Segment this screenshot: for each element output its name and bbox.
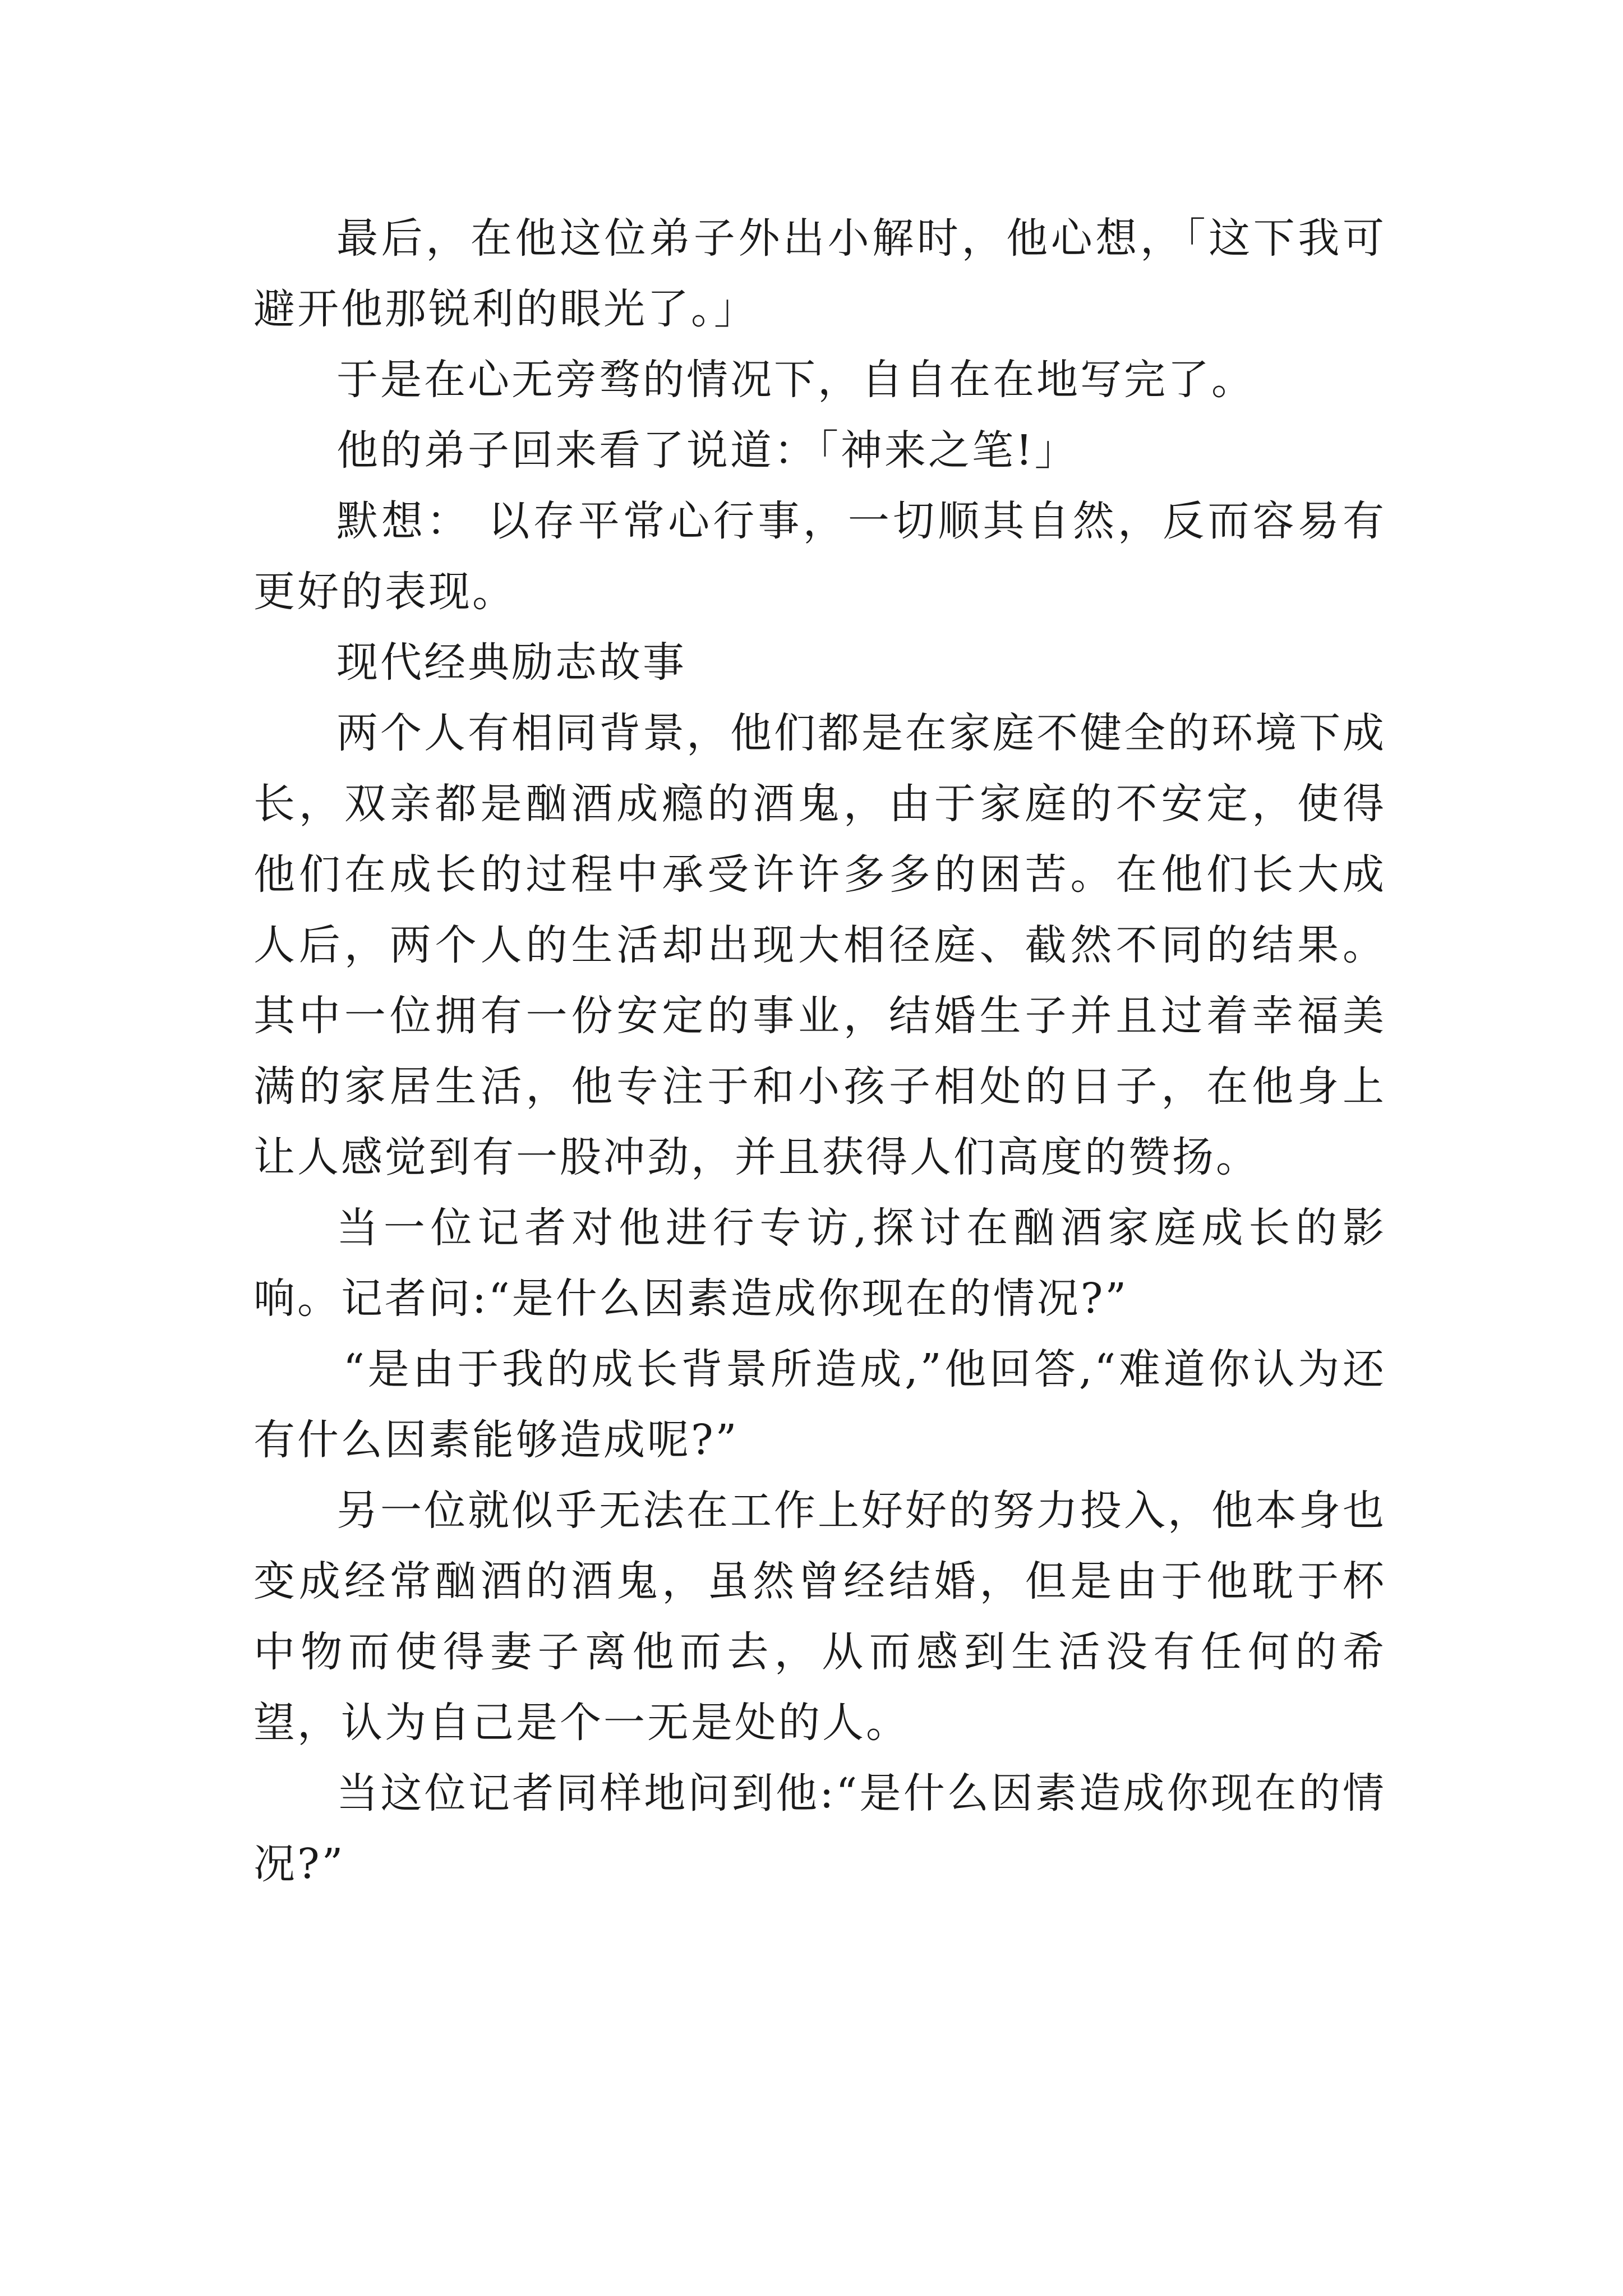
- paragraph: 默想： 以存平常心行事，一切顺其自然，反而容易有更好的表现。: [253, 497, 1386, 616]
- paragraph: 当这位记者同样地问到他:“是什么因素造成你现在的情况?”: [253, 1769, 1386, 1888]
- section-heading: 现代经典励志故事: [336, 638, 686, 687]
- paragraph: 另一位就似乎无法在工作上好好的努力投入，他本身也变成经常酗酒的酒鬼，虽然曾经结婚，但是由于他耽于杯中物而使得妻子离他而去，从而感到生活没有任何的希望，认为自己是个一无是处的人。: [253, 1487, 1386, 1747]
- paragraph: 于是在心无旁骛的情况下，自自在在地写完了。: [336, 356, 1255, 404]
- paragraph: 最后，在他这位弟子外出小解时，他心想，「这下我可避开他那锐利的眼光了。」: [253, 214, 1386, 333]
- document-body: [253, 203, 1386, 1899]
- paragraph: “是由于我的成长背景所造成,”他回答,“难道你认为还有什么因素能够造成呢?”: [253, 1345, 1386, 1464]
- paragraph: 当一位记者对他进行专访,探讨在酗酒家庭成长的影响。记者问:“是什么因素造成你现在的情况?”: [253, 1204, 1386, 1323]
- paragraph: 两个人有相同背景，他们都是在家庭不健全的环境下成长，双亲都是酗酒成瘾的酒鬼，由于家庭的不安定，使得他们在成长的过程中承受许许多多的困苦。在他们长大成人后，两个人的生活却出现大相径庭、截然不同的结果。其中一位拥有一份安定的事业，结婚生子并且过着幸福美满的家居生活，他专注于和小孩子相处的日子，在他身上让人感觉到有一股冲劲，并且获得人们高度的赞扬。: [253, 709, 1386, 1181]
- paragraph: 他的弟子回来看了说道：「神来之笔!」: [336, 426, 1078, 475]
